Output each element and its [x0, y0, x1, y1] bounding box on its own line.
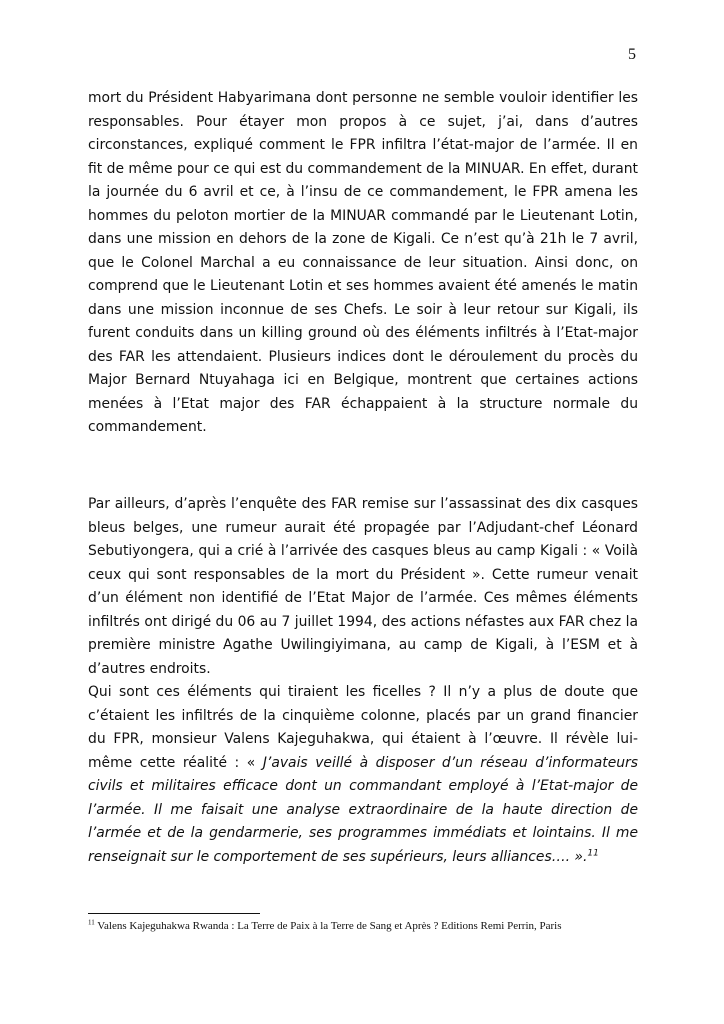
footnote-text: Valens Kajeguhakwa Rwanda : La Terre de Paix à la Terre de Sang et Après ? Editions Remi Perrin, Paris: [94, 920, 562, 932]
paragraph-1-text: mort du Président Habyarimana dont personne ne semble vouloir identifier les responsables. Pour étayer mon propos à ce sujet, j’ai, dans d’autres circonstances, expliqué comment le FPR infiltra l’état-major de l’armée. Il en fit de même pour ce qui est du commandement de la MINUAR. En effet, durant la journée du 6 avril et ce, à l’insu de ce commandement, le FPR amena les hommes du peloton mortier de la MINUAR commandé par le Lieutenant Lotin, dans une mission en dehors de la zone de Kigali. Ce n’est qu’à 21h le 7 avril, que le Colonel Marchal a eu connaissance de leur situation. Ainsi donc, on comprend que le Lieutenant Lotin et ses hommes avaient été amenés le matin dans une mission inconnue de ses Chefs. Le soir à leur retour sur Kigali, ils furent conduits dans un killing ground où des éléments infiltrés à l’Etat-major des FAR les attendaient. Plusieurs indices dont le déroulement du procès du Major Bernard Ntuyahaga ici en Belgique, montrent que certaines actions menées à l’Etat major des FAR échappaient à la structure normale du commandement.: [88, 90, 638, 435]
paragraph-1: [88, 87, 638, 440]
paragraph-2: [88, 493, 638, 681]
footnote: [88, 918, 648, 934]
paragraph-2-text: Par ailleurs, d’après l’enquête des FAR remise sur l’assassinat des dix casques bleus belges, une rumeur aurait été propagée par l’Adjudant-chef Léonard Sebutiyongera, qui a crié à l’arrivée des casques bleus au camp Kigali : « Voilà ceux qui sont responsables de la mort du Président ». Cette rumeur venait d’un élément non identifié de l’Etat Major de l’armée. Ces mêmes éléments infiltrés ont dirigé du 06 au 7 juillet 1994, des actions néfastes aux FAR chez la première ministre Agathe Uwilingiyimana, au camp de Kigali, à l’ESM et à d’autres endroits.: [88, 496, 638, 677]
paragraph-3-text: [88, 681, 638, 869]
footnote-separator: [88, 913, 260, 914]
footnote-reference: 11: [587, 847, 599, 858]
kajeguhakwa-quote: J’avais veillé à disposer d’un réseau d’informateurs civils et militaires efficace dont un commandant employé à l’Etat-major de l’armée. Il me faisait une analyse extraordinaire de la haute direction de l’armée et de la gendarmerie, ses programmes immédiats et lointains. Il me renseignait sur le comportement de ses supérieurs, leurs alliances…. ».: [88, 754, 638, 865]
page-number: 5: [628, 46, 636, 63]
footnote-marker: 11: [88, 918, 95, 927]
paragraph-3-intro: Qui sont ces éléments qui tiraient les ficelles ? Il n’y a plus de doute que c’étaient les infiltrés de la cinquième colonne, placés par un grand financier du FPR, monsieur Valens Kajeguhakwa, qui étaient à l’œuvre. Il révèle lui-même cette réalité : «: [88, 684, 638, 771]
paragraph-3: [88, 681, 638, 869]
